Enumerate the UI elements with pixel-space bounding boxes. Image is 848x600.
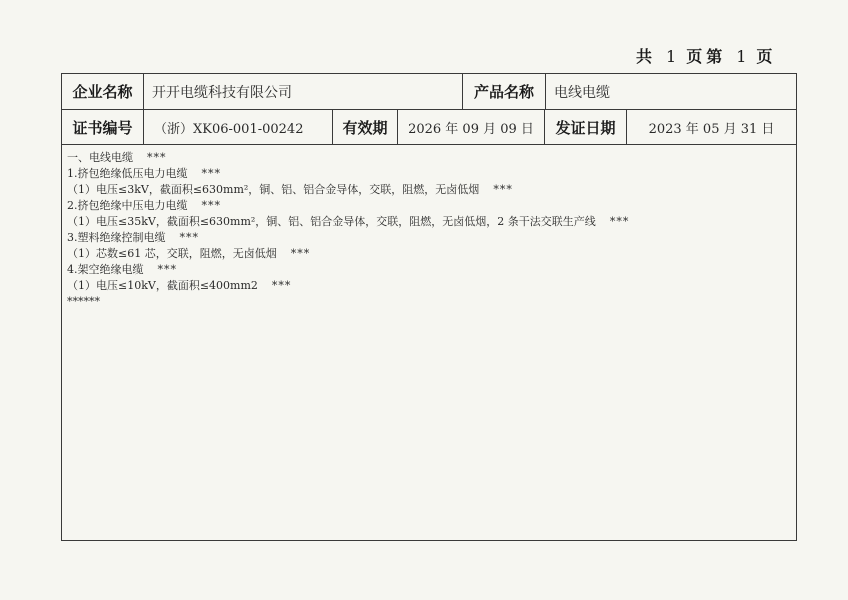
scope-line-mark: *** (179, 231, 199, 244)
cert-number-value: （浙）XK06-001-00242 (144, 110, 333, 144)
scope-line-mark: *** (157, 263, 177, 276)
page-unit-2: 页 (756, 47, 773, 66)
scope-line (67, 166, 790, 182)
scope-line-text: 2.挤包绝缘中压电力电缆 (67, 199, 188, 212)
scope-line (67, 278, 790, 294)
valid-until-value: 2026 年 09 月 09 日 (398, 110, 545, 144)
scope-line-text: 1.挤包绝缘低压电力电缆 (67, 167, 188, 180)
scope-line (67, 246, 790, 262)
product-value: 电线电缆 (554, 84, 610, 101)
scope-line-text: （1）芯数≤61 芯，交联，阻燃，无卤低烟 (67, 247, 277, 260)
scope-line (67, 182, 790, 198)
scope-line-text: （1）电压≤35kV，截面积≤630mm²，铜、铝、铝合金导体，交联，阻燃，无卤低烟，2 条干法交联生产线 (67, 215, 596, 228)
scope-line-text: ****** (67, 295, 100, 308)
company-label: 企业名称 (62, 74, 144, 109)
page-unit-1: 页 (686, 47, 703, 66)
scope-line-mark: *** (147, 151, 167, 164)
valid-until-label: 有效期 (333, 110, 398, 144)
scope-line (67, 150, 790, 166)
cert-number-label: 证书编号 (62, 110, 144, 144)
scope-line-mark: *** (290, 247, 311, 260)
page-indicator (636, 44, 796, 67)
scope-line-mark: *** (609, 215, 630, 228)
company-value: 开开电缆科技有限公司 (144, 74, 463, 109)
page-total-prefix: 共 (636, 47, 653, 66)
scope-line-text: 3.塑料绝缘控制电缆 (67, 231, 166, 244)
scope-line (67, 198, 790, 214)
scope-line-text: 4.架空绝缘电缆 (67, 263, 144, 276)
header-row-1 (62, 74, 796, 110)
scope-line-mark: *** (201, 199, 221, 212)
page-total: 1 (666, 47, 677, 66)
scope-line-mark: *** (493, 183, 513, 196)
product-label: 产品名称 (463, 74, 546, 109)
scope-line-mark: *** (201, 167, 221, 180)
scope-line (67, 294, 790, 310)
scope-line-text: （1）电压≤3kV，截面积≤630mm²，铜、铝、铝合金导体，交联，阻燃，无卤低烟 (67, 183, 480, 196)
page-current-prefix: 第 (706, 47, 723, 66)
scope-line-mark: *** (271, 279, 292, 292)
scope-line (67, 262, 790, 278)
certificate-table (61, 73, 797, 541)
product-scope-list (67, 150, 790, 310)
page-current: 1 (736, 47, 747, 66)
scope-line (67, 214, 790, 230)
issue-date-value: 2023 年 05 月 31 日 (648, 121, 775, 137)
scope-line-text: （1）电压≤10kV，截面积≤400mm2 (67, 279, 258, 292)
issue-date-label: 发证日期 (545, 110, 627, 144)
header-row-2 (62, 110, 796, 145)
scope-line-text: 一、电线电缆 (67, 151, 133, 164)
scope-line (67, 230, 790, 246)
